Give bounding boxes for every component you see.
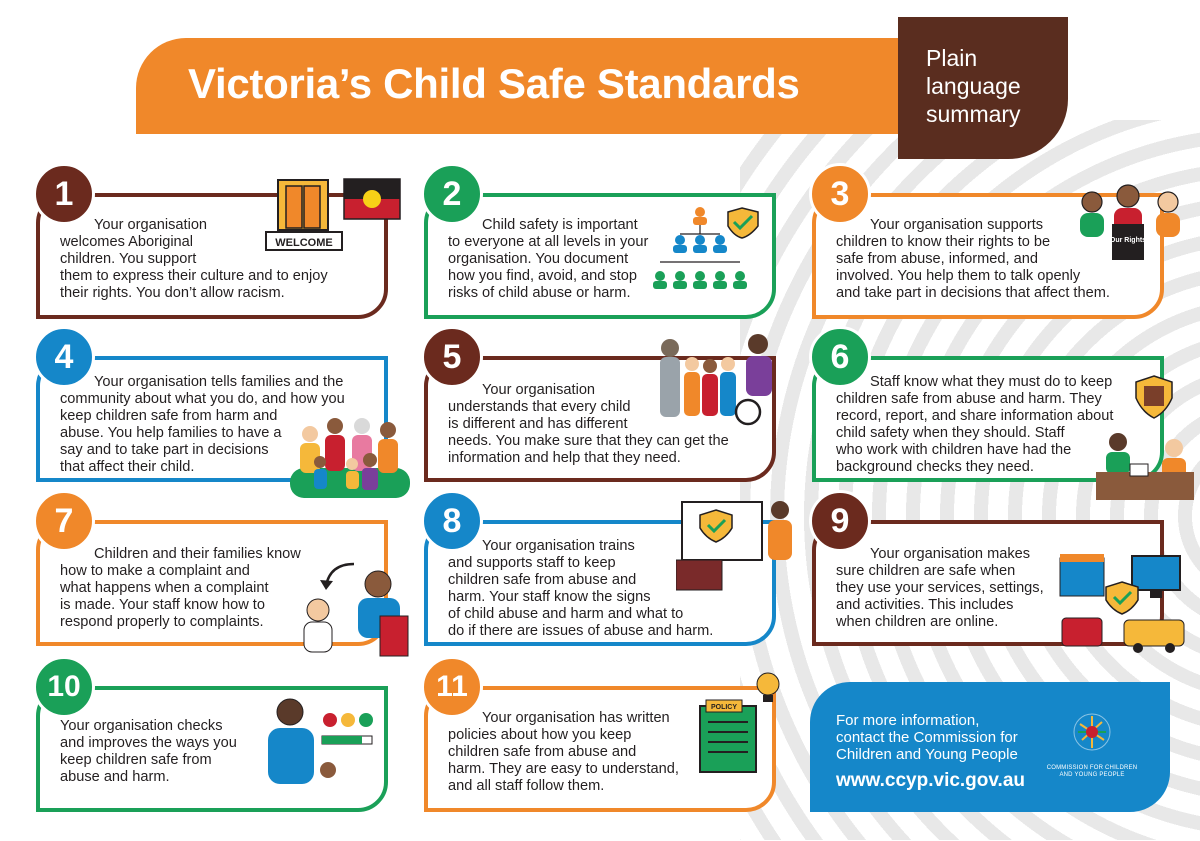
policy-label: POLICY <box>710 704 738 711</box>
organisation-chart-icon <box>650 204 770 304</box>
page-title: Victoria’s Child Safe Standards <box>188 60 800 107</box>
welcome-label: WELCOME <box>275 237 333 249</box>
website-link[interactable]: www.ccyp.vic.gov.au <box>836 770 1026 791</box>
standard-text: Your organisation checks and improves the ways you keep children safe from abuse and harm. <box>60 718 237 785</box>
thumbs-up-feedback-icon <box>258 694 382 788</box>
standard-text: Your organisation tells families and the community about what you do, and how you keep children safe from harm and abuse. You help families to have a say and to take part in decisions that affect their child. <box>60 374 345 475</box>
standard-text: Your organisation has written policies about how you keep children safe from abuse and harm. They are easy to understand, and all staff follow them. <box>448 710 679 794</box>
ccyp-logo <box>1042 710 1142 779</box>
standard-text: Your organisation understands that every child is different and has different needs. You make sure that they can get the information and help that they need. <box>448 382 729 466</box>
badge-line: Plain <box>926 45 978 71</box>
contact-text: For more information, contact the Commission for Children and Young People <box>836 712 1018 763</box>
standard-number-10: 10 <box>33 656 95 718</box>
title-banner <box>136 38 936 134</box>
standard-text: Your organisation makes sure children are safe when they use your services, settings, and activities. This includes when children are online. <box>836 546 1044 630</box>
standard-number-1: 1 <box>33 163 95 225</box>
standard-text: Child safety is important to everyone at all levels in your organisation. You document how you find, avoid, and stop risks of child abuse or harm. <box>448 217 649 301</box>
badge-line: summary <box>926 101 1021 127</box>
plain-language-badge <box>898 17 1068 159</box>
standard-text: Your organisation supports children to know their rights to be safe from abuse, informed, and involved. You help them to talk openly and take part in decisions that affect them. <box>836 217 1110 301</box>
children-rights-icon <box>1074 180 1192 262</box>
policy-document-icon <box>696 666 788 776</box>
ccyp-logo-mark-icon <box>1042 710 1142 754</box>
shield-icon <box>1134 374 1174 420</box>
standard-number-3: 3 <box>809 163 871 225</box>
complaint-phone-icon <box>296 556 414 660</box>
logo-text: COMMISSION FOR CHILDREN AND YOUNG PEOPLE <box>1046 765 1138 778</box>
standard-text: Children and their families know how to make a complaint and what happens when a complaint is made. Your staff know how to respond properly to complaints. <box>60 546 301 630</box>
services-settings-icon <box>1058 552 1190 656</box>
standard-number-4: 4 <box>33 326 95 388</box>
standard-number-9: 9 <box>809 490 871 552</box>
families-icon <box>290 406 410 498</box>
standard-text: Staff know what they must do to keep children safe from abuse and harm. They record, report, and share information about child safety when they should. Staff who work with children have had the background checks they need. <box>836 374 1114 475</box>
our-rights-label: Our Rights <box>1109 237 1147 244</box>
standard-number-5: 5 <box>421 326 483 388</box>
standard-number-8: 8 <box>421 490 483 552</box>
staff-meeting-icon <box>1096 428 1194 500</box>
standard-number-6: 6 <box>809 326 871 388</box>
badge-line: language <box>926 73 1021 99</box>
welcome-door-icon <box>264 178 344 254</box>
diverse-children-icon <box>656 328 782 426</box>
aboriginal-flag-icon <box>343 178 401 220</box>
standard-text: Your organisation welcomes Aboriginal children. You support them to express their culture and to enjoy their rights. You don’t allow racism. <box>60 217 328 301</box>
standard-number-2: 2 <box>421 163 483 225</box>
staff-training-icon <box>676 496 802 596</box>
contact-info-box <box>810 682 1170 812</box>
standard-number-7: 7 <box>33 490 95 552</box>
standard-text: Your organisation trains and supports staff to keep children safe from abuse and harm. Your staff know the signs of child abuse and harm and what to do if there are issues of abuse and harm. <box>448 538 714 639</box>
standard-number-11: 11 <box>421 656 483 718</box>
